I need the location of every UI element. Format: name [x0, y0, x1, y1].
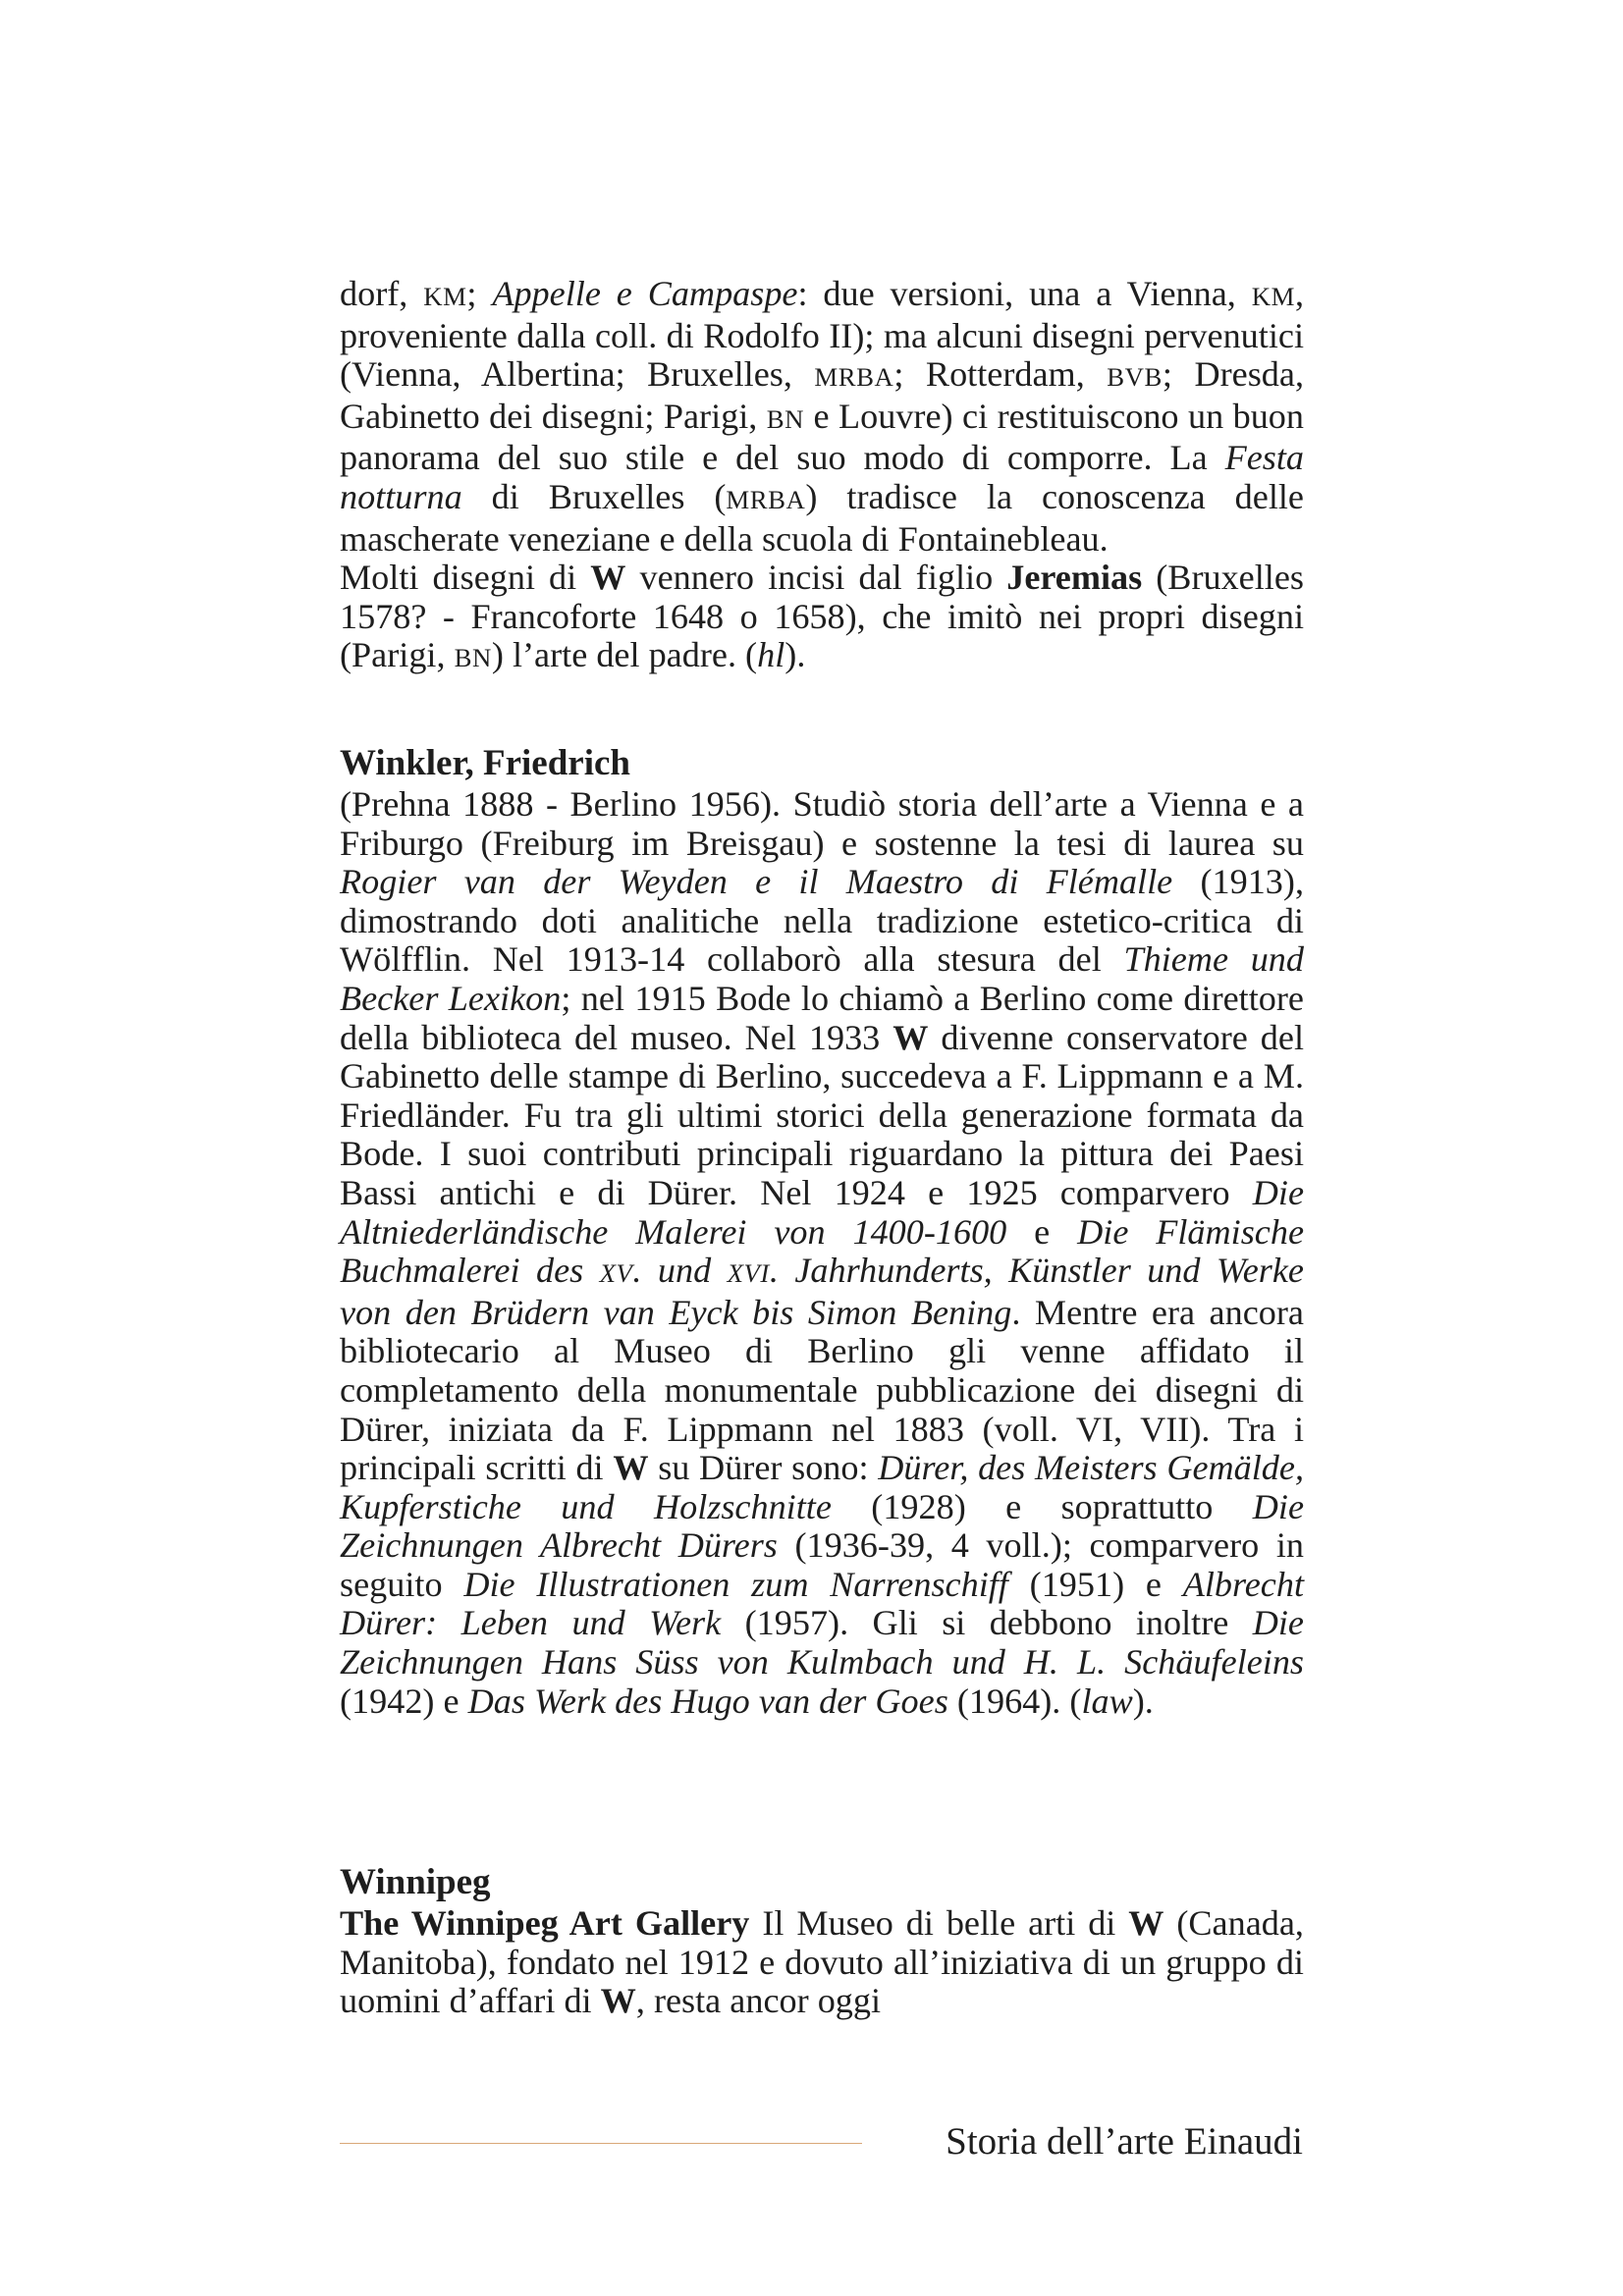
text: (Bruxelles 1578? - Francoforte 1648 o 1658), che imitò nei propri disegni (Parigi, [340, 558, 1305, 675]
artwork-title: Appelle e Campaspe [492, 274, 798, 313]
work-title: Das Werk des Hugo van der Goes [467, 1681, 948, 1721]
text: e Louvre) ci restituiscono un buon panorama del suo stile e del suo modo di comporre. La [340, 396, 1304, 478]
work-title: Die Altniederländische Malerei von 1400-1600 [340, 1172, 1304, 1252]
text: (1942) e [340, 1681, 468, 1721]
text: (1936-39, 4 voll.); comparvero in seguito [340, 1525, 1304, 1604]
text: ). [784, 635, 806, 675]
text: ; nel 1915 Bode lo chiamò a Berlino come direttore della biblioteca del museo. Nel 1933 [340, 978, 1304, 1057]
text: di Bruxelles ( [461, 476, 727, 516]
entry-winnipeg [340, 1863, 1304, 2021]
text: e [1006, 1211, 1078, 1252]
text: Il Museo di belle arti di [749, 1903, 1129, 1943]
institution-name: The Winnipeg Art Gallery [340, 1903, 750, 1943]
text: (1957). Gli si debbono inoltre [721, 1603, 1253, 1643]
artwork-title: Festa notturna [340, 438, 1304, 516]
text: su Dürer sono: [648, 1448, 879, 1488]
text: (1951) e [1007, 1564, 1183, 1604]
entry-abbrev: W [1128, 1903, 1164, 1943]
entry-abbrev: W [600, 1981, 636, 2021]
paragraph [340, 559, 1304, 678]
work-title: Dürer, des Meisters Gemälde, Kupferstiche und Holzschnitte [340, 1448, 1305, 1526]
text: vennero incisi dal figlio [625, 558, 1007, 598]
paragraph [340, 275, 1304, 559]
abbreviation: MRBA [814, 362, 894, 393]
entry-heading: Winnipeg [340, 1862, 491, 1902]
text: . Mentre era ancora bibliotecario al Museo di Berlino gli venne affidato il completamento della monumentale pubblicazione dei disegni di Dürer, iniziata da F. Lippmann nel 1883 (voll. VI, VII). Tra i principali scritti di [340, 1292, 1304, 1488]
abbreviation: BN [454, 643, 492, 673]
work-title: Die Illustrationen zum Narrenschiff [463, 1564, 1008, 1604]
text: divenne conservatore del Gabinetto delle stampe di Berlino, succedeva a F. Lippmann e a M. Friedländer. Fu tra gli ultimi storici della generazione formata da Bode. I suoi contributi principali riguardano la pittura dei Paesi Bassi antichi e di Dürer. Nel 1924 e 1925 comparvero [340, 1017, 1304, 1212]
text: dorf, [340, 274, 424, 313]
text: , resta ancor oggi [635, 1981, 882, 2021]
footer-rule [340, 2143, 862, 2144]
roman-numeral: XVI [727, 1258, 770, 1289]
work-title: Die Flämische Buchmalerei des [340, 1211, 1305, 1291]
abbreviation: KM [423, 282, 467, 311]
abbreviation: MRBA [726, 484, 806, 514]
text: ; Rotterdam, [893, 354, 1108, 395]
text: (1928) e soprattutto [831, 1486, 1253, 1526]
work-title: Die Zeichnungen Albrecht Dürers [340, 1486, 1305, 1566]
text: (1964). ( [947, 1681, 1082, 1721]
work-title: Die Zeichnungen Hans Süss von Kulmbach und H. L. Schäufeleins [340, 1603, 1304, 1682]
work-title: Thieme und Becker Lexikon [340, 939, 1304, 1018]
work-title: Rogier van der Weyden e il Maestro di Flémalle [340, 862, 1173, 902]
text: (Prehna 1888 - Berlino 1956). Studiò storia dell’arte a Vienna e a Friburgo (Freiburg im Breisgau) e sostenne la tesi di laurea su [340, 784, 1304, 863]
paragraph [340, 785, 1304, 1721]
text: ) tradisce la conoscenza delle mascherate veneziane e della scuola di Fontainebleau. [340, 476, 1304, 559]
entry-abbrev: W [893, 1017, 929, 1057]
author-initials: law [1081, 1681, 1133, 1721]
text: (1913), dimostrando doti analitiche nella tradizione estetico-critica di Wölfflin. Nel 1913-14 collaborò alla stesura del [340, 862, 1304, 980]
work-title: Albrecht Dürer: Leben und Werk [340, 1564, 1305, 1643]
entry-abbrev: W [590, 558, 626, 598]
work-title: . und [632, 1251, 728, 1291]
abbreviation: BN [766, 403, 805, 434]
entry-continuation [340, 275, 1304, 678]
paragraph [340, 1904, 1304, 2021]
text: : due versioni, una a Vienna, [797, 274, 1252, 313]
author-initials: hl [757, 635, 785, 675]
text: (Canada, Manitoba), fondato nel 1912 e dovuto all’iniziativa di un gruppo di uomini d’affari di [340, 1903, 1304, 2021]
entry-abbrev: W [613, 1448, 649, 1488]
text: ; Dresda, Gabinetto dei disegni; Parigi, [340, 354, 1304, 436]
text: , proveniente dalla coll. di Rodolfo II); ma alcuni disegni pervenutici (Vienna, Albertina; Bruxelles, [340, 274, 1304, 395]
work-title: . Jahrhunderts, Künstler und Werke von den Brüdern van Eyck bis Simon Bening [340, 1251, 1304, 1332]
person-name: Jeremias [1006, 558, 1143, 598]
entry-winkler [340, 744, 1304, 1721]
abbreviation: BVB [1107, 362, 1163, 393]
text: ). [1132, 1681, 1154, 1721]
footer-title: Storia dell’arte Einaudi [946, 2120, 1303, 2163]
entry-heading: Winkler, Friedrich [340, 743, 630, 783]
text: ) l’arte del padre. ( [491, 635, 758, 675]
text: Molti disegni di [340, 558, 591, 598]
roman-numeral: XV [599, 1258, 633, 1289]
abbreviation: KM [1251, 282, 1295, 311]
text: ; [466, 274, 493, 313]
